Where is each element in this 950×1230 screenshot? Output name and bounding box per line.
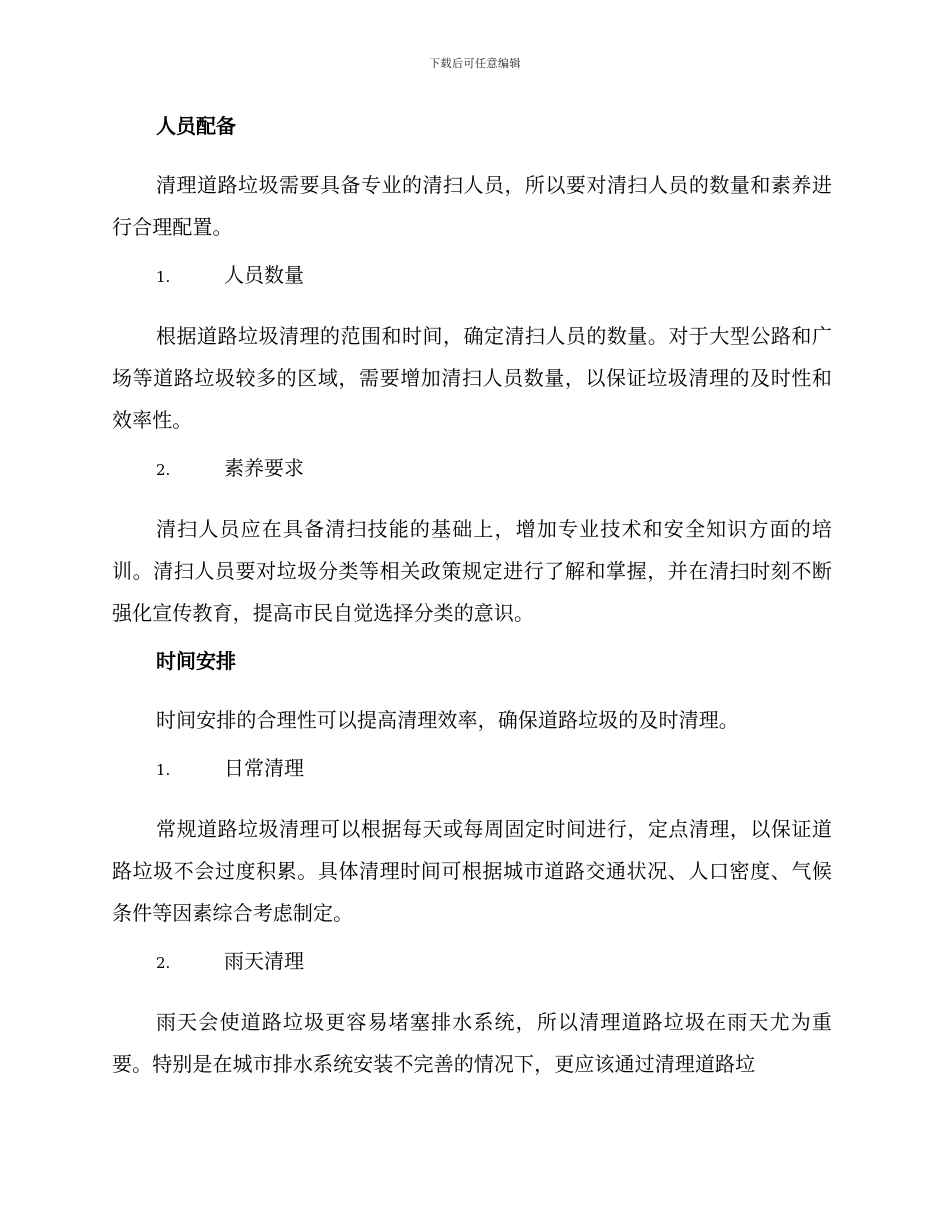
item-number: 1.: [156, 268, 171, 286]
section-intro-scheduling: 时间安排的合理性可以提高清理效率，确保道路垃圾的及时清理。: [156, 708, 739, 732]
section-heading-scheduling: 时间安排: [156, 649, 236, 673]
numbered-item-rainy-day-cleaning: [112, 945, 832, 979]
item-label: 素养要求: [224, 456, 304, 480]
page-header: 下载后可任意编辑: [429, 57, 521, 70]
item-body-daily-cleaning: 常规道路垃圾清理可以根据每天或每周固定时间进行，定点清理，以保证道路垃圾不会过度积累。具体清理时间可根据城市道路交通状况、人口密度、气候条件等因素综合考虑制定。: [112, 817, 832, 925]
item-label: 日常清理: [224, 756, 304, 780]
numbered-item-daily-cleaning: [112, 752, 832, 786]
item-body-staff-count: 根据道路垃圾清理的范围和时间，确定清扫人员的数量。对于大型公路和广场等道路垃圾较多的区域，需要增加清扫人员数量，以保证垃圾清理的及时性和效率性。: [112, 324, 832, 432]
item-number: 2.: [156, 954, 171, 972]
numbered-item-quality-requirements: [112, 452, 832, 486]
item-label: 人员数量: [224, 263, 304, 287]
document-body: [112, 110, 832, 1096]
section-heading-staffing: 人员配备: [156, 114, 236, 138]
item-number: 2.: [156, 461, 171, 479]
item-body-rainy-day-cleaning: 雨天会使道路垃圾更容易堵塞排水系统，所以清理道路垃圾在雨天尤为重要。特别是在城市排水系统安装不完善的情况下，更应该通过清理道路垃: [112, 1010, 832, 1076]
item-label: 雨天清理: [224, 949, 304, 973]
numbered-item-staff-count: [112, 259, 832, 293]
item-number: 1.: [156, 761, 171, 779]
item-body-quality-requirements: 清扫人员应在具备清扫技能的基础上，增加专业技术和安全知识方面的培训。清扫人员要对垃圾分类等相关政策规定进行了解和掌握，并在清扫时刻不断强化宣传教育，提高市民自觉选择分类的意识。: [112, 517, 832, 625]
section-intro-staffing: 清理道路垃圾需要具备专业的清扫人员，所以要对清扫人员的数量和素养进行合理配置。: [112, 173, 832, 239]
